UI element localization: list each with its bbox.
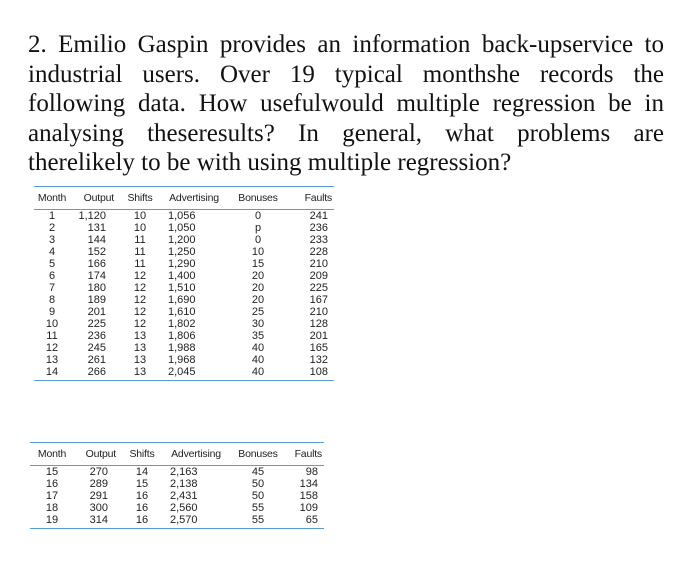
column-header-bonuses: Bonuses xyxy=(228,187,288,210)
cell-month: 13 xyxy=(45,354,59,366)
column-header-output: Output xyxy=(74,443,122,466)
cell-faults: 132 xyxy=(309,354,328,366)
cell-month: 4 xyxy=(48,246,56,258)
cell-bonuses: 40 xyxy=(251,366,265,378)
column-header-month: Month xyxy=(30,443,74,466)
table-header-row xyxy=(34,187,334,210)
cell-faults: 201 xyxy=(309,330,328,342)
cell-month: 12 xyxy=(45,342,59,354)
cell-advertising: 1,806 xyxy=(168,330,196,342)
cell-bonuses: 25 xyxy=(251,306,265,318)
column-header-month: Month xyxy=(34,187,70,210)
cell-output: 174 xyxy=(87,270,106,282)
column-header-faults: Faults xyxy=(286,443,324,466)
cell-faults: 134 xyxy=(299,478,318,490)
cell-shifts: 16 xyxy=(135,514,149,526)
cell-output: 289 xyxy=(89,478,108,490)
cell-shifts: 12 xyxy=(133,306,147,318)
column-header-advertising: Advertising xyxy=(162,443,230,466)
cell-bonuses: 15 xyxy=(251,258,265,270)
cell-shifts: 12 xyxy=(133,282,147,294)
cell-faults: 109 xyxy=(299,502,318,514)
cell-shifts: 12 xyxy=(133,294,147,306)
cell-output: 189 xyxy=(87,294,106,306)
cell-output: 166 xyxy=(87,258,106,270)
data-table-months-1-14 xyxy=(34,186,334,381)
cell-shifts: 13 xyxy=(133,354,147,366)
cell-advertising: 1,690 xyxy=(168,294,196,306)
cell-faults: 228 xyxy=(309,246,328,258)
cell-faults: 165 xyxy=(309,342,328,354)
cell-shifts: 16 xyxy=(135,490,149,502)
table-row xyxy=(34,354,334,366)
cell-output: 266 xyxy=(87,366,106,378)
cell-shifts: 10 xyxy=(133,210,147,222)
cell-advertising: 1,250 xyxy=(168,246,196,258)
cell-bonuses: 35 xyxy=(251,330,265,342)
column-header-shifts: Shifts xyxy=(122,443,162,466)
column-header-advertising: Advertising xyxy=(160,187,228,210)
cell-bonuses: 10 xyxy=(251,246,265,258)
column-header-faults: Faults xyxy=(288,187,334,210)
cell-output: 144 xyxy=(87,234,106,246)
table-row xyxy=(30,490,324,502)
cell-shifts: 15 xyxy=(135,478,149,490)
table-row xyxy=(34,330,334,342)
cell-output: 225 xyxy=(87,318,106,330)
cell-month: 1 xyxy=(48,210,56,222)
cell-month: 8 xyxy=(48,294,56,306)
table-row xyxy=(34,258,334,270)
table-row xyxy=(34,366,334,381)
cell-shifts: 13 xyxy=(133,330,147,342)
cell-faults: 167 xyxy=(309,294,328,306)
cell-output: 270 xyxy=(89,466,108,478)
cell-bonuses: 40 xyxy=(251,342,265,354)
table-header-row xyxy=(30,443,324,466)
cell-bonuses: 20 xyxy=(251,294,265,306)
table-row xyxy=(34,306,334,318)
data-table-months-15-19 xyxy=(30,442,324,529)
cell-shifts: 11 xyxy=(134,246,146,258)
cell-output: 291 xyxy=(89,490,108,502)
table-row xyxy=(34,342,334,354)
cell-bonuses: 20 xyxy=(251,270,265,282)
cell-faults: 236 xyxy=(309,222,328,234)
cell-shifts: 12 xyxy=(133,318,147,330)
cell-bonuses: 0 xyxy=(254,210,262,222)
cell-bonuses: 45 xyxy=(251,466,265,478)
cell-output: 300 xyxy=(89,502,108,514)
column-header-shifts: Shifts xyxy=(120,187,160,210)
cell-month: 7 xyxy=(48,282,56,294)
cell-faults: 233 xyxy=(309,234,328,246)
table-row xyxy=(34,222,334,234)
cell-month: 14 xyxy=(45,366,59,378)
cell-bonuses: 50 xyxy=(251,478,265,490)
table-row xyxy=(34,270,334,282)
cell-advertising: 1,610 xyxy=(168,306,196,318)
cell-month: 6 xyxy=(48,270,56,282)
cell-faults: 210 xyxy=(309,306,328,318)
table-row xyxy=(30,478,324,490)
cell-month: 19 xyxy=(45,514,59,526)
cell-shifts: 13 xyxy=(133,342,147,354)
cell-faults: 241 xyxy=(309,210,328,222)
cell-bonuses: 55 xyxy=(251,514,265,526)
cell-advertising: 2,045 xyxy=(168,366,196,378)
cell-faults: 209 xyxy=(309,270,328,282)
question-text: 2. Emilio Gaspin provides an information back-upservice to industrial users. Over 19 typical monthshe records the following data. How usefulwould multiple regression be in analysing theseresults? In general, what problems are therelikely to be with using multiple regression? xyxy=(28,31,664,176)
cell-shifts: 12 xyxy=(133,270,147,282)
table-body xyxy=(30,466,324,529)
table-row xyxy=(30,502,324,514)
cell-output: 1,120 xyxy=(78,210,106,222)
table-row xyxy=(34,234,334,246)
cell-month: 11 xyxy=(46,330,58,342)
cell-output: 180 xyxy=(87,282,106,294)
cell-advertising: 2,560 xyxy=(170,502,198,514)
cell-output: 245 xyxy=(87,342,106,354)
cell-output: 314 xyxy=(89,514,108,526)
cell-advertising: 1,802 xyxy=(168,318,196,330)
table-row xyxy=(30,514,324,529)
cell-month: 15 xyxy=(45,466,59,478)
cell-advertising: 1,290 xyxy=(168,258,196,270)
table-row xyxy=(34,294,334,306)
cell-advertising: 1,988 xyxy=(168,342,196,354)
table-body xyxy=(34,210,334,381)
cell-bonuses: p xyxy=(254,222,262,234)
cell-month: 2 xyxy=(48,222,56,234)
cell-faults: 128 xyxy=(309,318,328,330)
table-row xyxy=(30,466,324,479)
column-header-bonuses: Bonuses xyxy=(230,443,286,466)
cell-shifts: 11 xyxy=(134,234,146,246)
cell-bonuses: 55 xyxy=(251,502,265,514)
cell-shifts: 16 xyxy=(135,502,149,514)
cell-bonuses: 30 xyxy=(251,318,265,330)
cell-month: 17 xyxy=(45,490,59,502)
cell-advertising: 1,968 xyxy=(168,354,196,366)
cell-bonuses: 50 xyxy=(251,490,265,502)
cell-output: 261 xyxy=(87,354,106,366)
cell-month: 3 xyxy=(48,234,56,246)
cell-shifts: 11 xyxy=(134,258,146,270)
cell-faults: 210 xyxy=(309,258,328,270)
cell-advertising: 1,050 xyxy=(168,222,196,234)
table-row xyxy=(34,210,334,223)
cell-faults: 98 xyxy=(305,466,318,478)
cell-bonuses: 20 xyxy=(251,282,265,294)
cell-faults: 65 xyxy=(305,514,318,526)
cell-month: 9 xyxy=(48,306,56,318)
cell-month: 10 xyxy=(45,318,59,330)
cell-shifts: 14 xyxy=(135,466,149,478)
cell-faults: 108 xyxy=(309,366,328,378)
cell-output: 236 xyxy=(87,330,106,342)
cell-output: 131 xyxy=(87,222,106,234)
table-row xyxy=(34,282,334,294)
cell-advertising: 2,570 xyxy=(170,514,198,526)
table-row xyxy=(34,246,334,258)
cell-advertising: 1,056 xyxy=(168,210,196,222)
cell-advertising: 1,400 xyxy=(168,270,196,282)
cell-shifts: 10 xyxy=(133,222,147,234)
cell-advertising: 2,163 xyxy=(170,466,198,478)
cell-advertising: 1,200 xyxy=(168,234,196,246)
cell-advertising: 2,431 xyxy=(170,490,198,502)
cell-faults: 158 xyxy=(299,490,318,502)
column-header-output: Output xyxy=(70,187,120,210)
cell-month: 18 xyxy=(45,502,59,514)
cell-month: 16 xyxy=(45,478,59,490)
cell-advertising: 1,510 xyxy=(168,282,196,294)
cell-bonuses: 0 xyxy=(254,234,262,246)
table-row xyxy=(34,318,334,330)
cell-faults: 225 xyxy=(309,282,328,294)
cell-shifts: 13 xyxy=(133,366,147,378)
cell-output: 201 xyxy=(87,306,106,318)
cell-advertising: 2,138 xyxy=(170,478,198,490)
cell-month: 5 xyxy=(48,258,56,270)
cell-bonuses: 40 xyxy=(251,354,265,366)
cell-output: 152 xyxy=(87,246,106,258)
